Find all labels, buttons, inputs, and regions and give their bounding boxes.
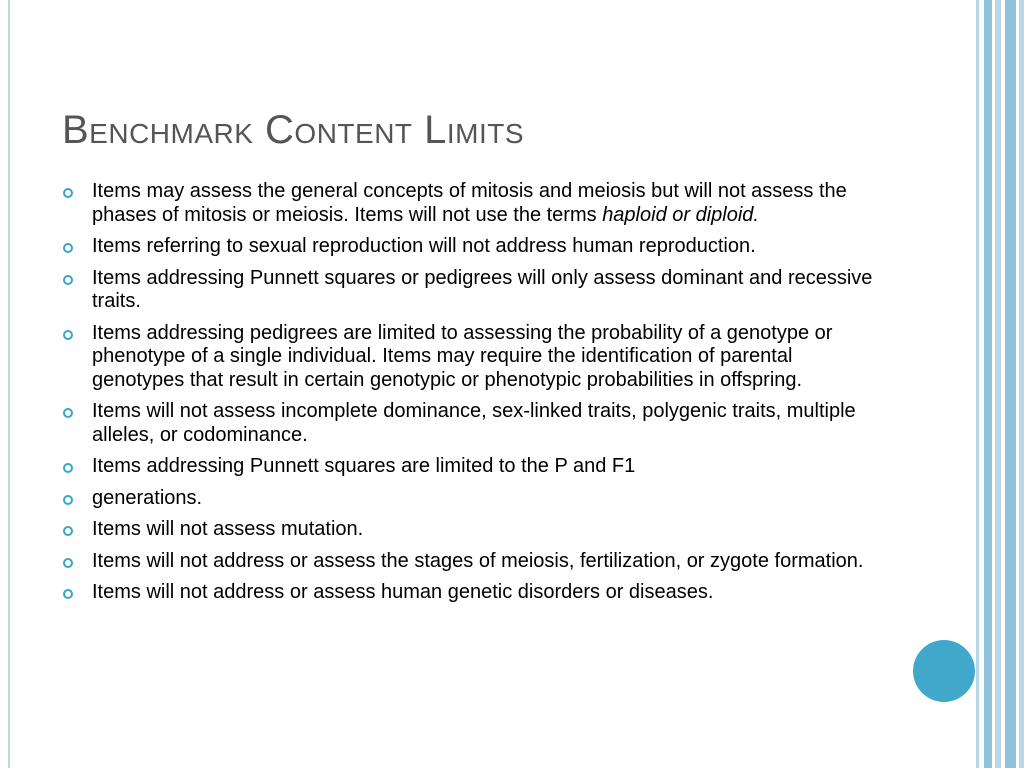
bullet-italic-text: haploid or diploid. (602, 203, 759, 226)
bullet-ring-icon (63, 526, 73, 536)
bullet-text: Items referring to sexual reproduction will not address human reproduction. (92, 235, 756, 257)
bullet-item (62, 581, 882, 605)
bullet-item (62, 518, 882, 542)
bullet-ring-icon (63, 243, 73, 253)
right-stripe-3 (995, 0, 1001, 768)
bullet-item (62, 322, 882, 393)
left-border-line (8, 0, 10, 768)
bullet-item (62, 180, 882, 227)
bullet-item (62, 235, 882, 259)
bullet-text: Items addressing pedigrees are limited to assessing the probability of a genotype or phenotype of a single individual. Items may require the identification of parental genotypes that result in certain genotypic or phenotypic probabilities in offspring. (92, 321, 833, 391)
bullet-item (62, 455, 882, 479)
bullet-text: Items addressing Punnett squares or pedigrees will only assess dominant and recessive traits. (92, 266, 873, 312)
bullet-text: Items may assess the general concepts of mitosis and meiosis but will not assess the phases of mitosis or meiosis. Items will not use the terms haploid or diploid. (92, 180, 847, 226)
right-stripe-5 (1019, 0, 1024, 768)
bullet-item (62, 400, 882, 447)
bullet-ring-icon (63, 558, 73, 568)
bullet-list (62, 180, 882, 613)
right-stripe-2 (984, 0, 992, 768)
bullet-item (62, 550, 882, 574)
bullet-text: Items will not assess incomplete dominance, sex-linked traits, polygenic traits, multiple alleles, or codominance. (92, 400, 856, 446)
bullet-ring-icon (63, 408, 73, 418)
bullet-text: Items will not address or assess the stages of meiosis, fertilization, or zygote formation. (92, 549, 864, 572)
bullet-ring-icon (63, 589, 73, 599)
bullet-ring-icon (63, 463, 73, 473)
right-stripe-1 (976, 0, 979, 768)
circle-dot-icon (913, 640, 975, 702)
bullet-item (62, 487, 882, 511)
slide-title: Benchmark Content Limits (62, 108, 525, 152)
bullet-text: Items will not address or assess human genetic disorders or diseases. (92, 581, 714, 603)
bullet-item (62, 267, 882, 314)
bullet-text: Items will not assess mutation. (92, 518, 364, 540)
bullet-text: generations. (92, 486, 203, 509)
bullet-ring-icon (63, 495, 73, 505)
bullet-ring-icon (63, 275, 73, 285)
bullet-ring-icon (63, 330, 73, 340)
bullet-text: Items addressing Punnett squares are limited to the P and F1 (92, 455, 636, 477)
right-stripe-4 (1005, 0, 1016, 768)
bullet-ring-icon (63, 188, 73, 198)
